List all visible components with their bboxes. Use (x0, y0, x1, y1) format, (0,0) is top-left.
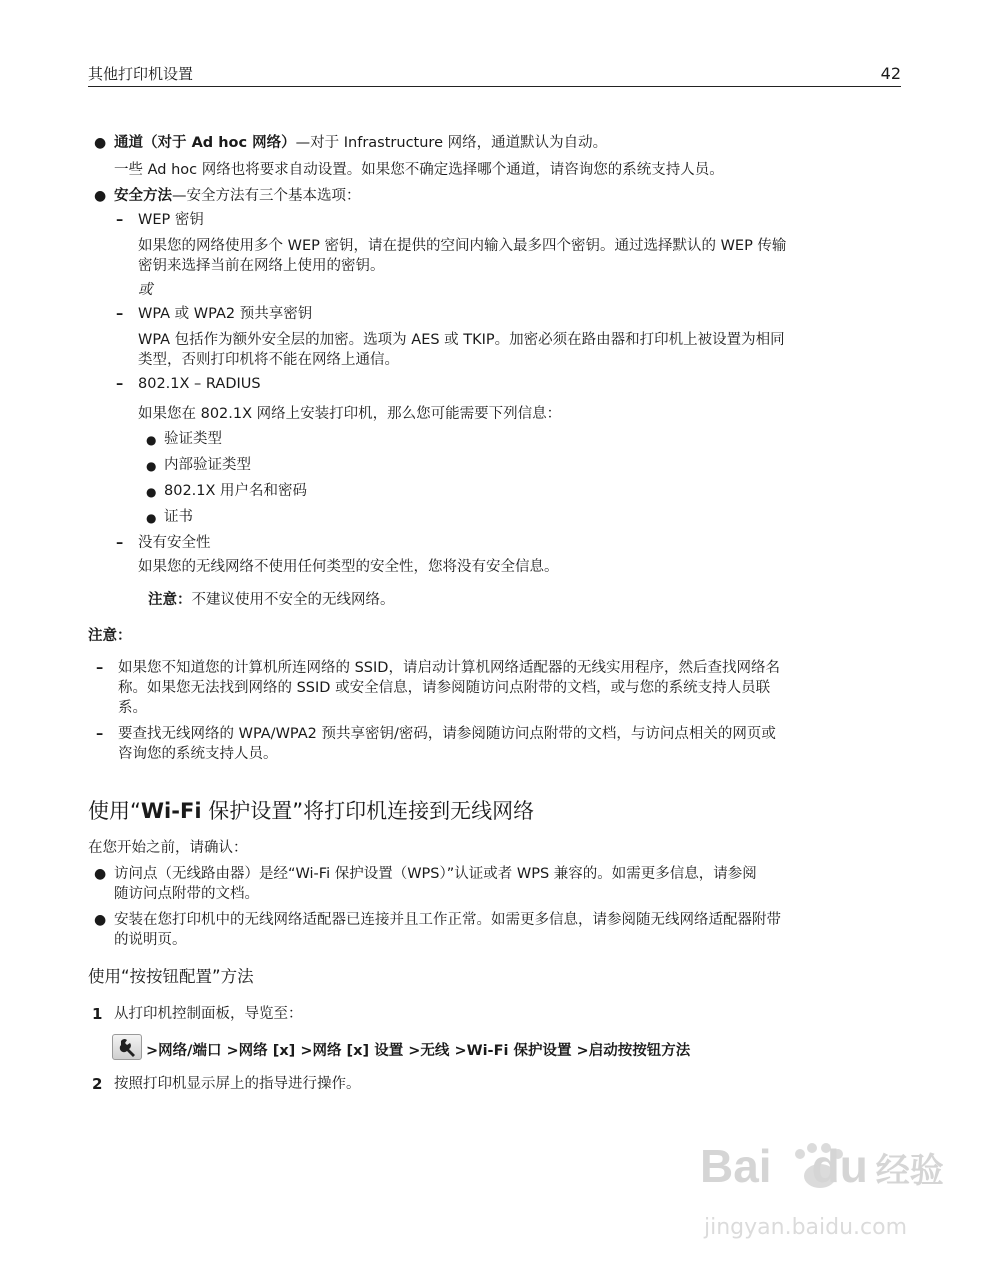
wps-heading (88, 797, 534, 825)
page-number: 42 (880, 64, 901, 83)
wps-heading-post: 保护设置”将打印机连接到无线网络 (201, 799, 535, 823)
channel-label-open: 通道（对于 (114, 135, 192, 151)
security-text: —安全方法有三个基本选项： (172, 188, 361, 204)
security-label: 安全方法 (114, 188, 172, 204)
wps-heading-bold: Wi‑Fi (140, 799, 202, 823)
note1-line1: 如果您不知道您的计算机所连网络的 SSID，请启动计算机网络适配器的无线实用程序，然后查找网络名 (118, 660, 780, 676)
wps-item1-line2: 随访问点附带的文档。 (114, 886, 259, 902)
radius-item-2: 内部验证类型 (164, 457, 251, 473)
step1-text: 从打印机控制面板，导览至： (114, 1006, 303, 1022)
bullet-icon: ● (146, 511, 157, 525)
radius-title: 802.1X – RADIUS (138, 376, 261, 392)
bullet-icon: ● (94, 188, 107, 204)
step-number: 2 (92, 1075, 103, 1093)
step-number: 1 (92, 1005, 103, 1023)
notes-label: 注意： (88, 628, 132, 644)
wpa-desc-line2: 类型，否则打印机将不能在网络上通信。 (138, 352, 399, 368)
dash-icon: – (116, 376, 124, 392)
step2-text: 按照打印机显示屏上的指导进行操作。 (114, 1076, 361, 1092)
security-note-label: 注意： (148, 592, 192, 608)
wps-item2-line1: 安装在您打印机中的无线网络适配器已连接并且工作正常。如需更多信息，请参阅随无线网络适配器附带 (114, 912, 781, 928)
bullet-icon: ● (146, 485, 157, 499)
dash-icon: – (116, 306, 124, 322)
radius-item-1: 验证类型 (164, 431, 222, 447)
none-desc: 如果您的无线网络不使用任何类型的安全性，您将没有安全信息。 (138, 559, 559, 575)
channel-label-close: 网络） (247, 135, 296, 151)
wep-desc-line2: 密钥来选择当前在网络上使用的密钥。 (138, 258, 385, 274)
push-button-heading: 使用“按按钮配置”方法 (88, 967, 254, 986)
note2-line1: 要查找无线网络的 WPA/WPA2 预共享密钥/密码，请参阅随访问点附带的文档，与访问点相关的网页或 (118, 726, 776, 742)
menu-path: >网络/端口 >网络 [x] >网络 [x] 设置 >无线 >Wi‑Fi 保护设置 >启动按按钮方法 (146, 1043, 691, 1059)
baidu-watermark (700, 1140, 944, 1260)
or-label: 或 (138, 282, 153, 298)
bullet-icon: ● (146, 459, 157, 473)
dash-icon: – (96, 660, 104, 676)
security-item (114, 186, 361, 206)
dash-icon: – (116, 212, 124, 228)
radius-item-3: 802.1X 用户名和密码 (164, 483, 308, 499)
bullet-icon: ● (94, 866, 107, 882)
wps-heading-pre: 使用“ (88, 799, 141, 823)
security-note (148, 590, 395, 610)
channel-item (114, 133, 607, 153)
note1-line3: 系。 (118, 700, 147, 716)
wep-desc-line1: 如果您的网络使用多个 WEP 密钥，请在提供的空间内输入最多四个密钥。通过选择默认的 WEP 传输 (138, 238, 787, 254)
radius-item-4: 证书 (164, 509, 193, 525)
watermark-url: jingyan.baidu.com (704, 1215, 908, 1240)
note1-line2: 称。如果您无法找到网络的 SSID 或安全信息，请参阅随访问点附带的文档，或与您的系统支持人员联 (118, 680, 771, 696)
none-title: 没有安全性 (138, 535, 211, 551)
bullet-icon: ● (94, 135, 107, 151)
wrench-icon (112, 1034, 142, 1060)
channel-note: 一些 Ad hoc 网络也将要求自动设置。如果您不确定选择哪个通道，请咨询您的系统支持人员。 (114, 162, 724, 178)
page-header (88, 62, 901, 87)
wps-intro: 在您开始之前，请确认： (88, 840, 248, 856)
wpa-title: WPA 或 WPA2 预共享密钥 (138, 306, 313, 322)
wps-item1-line1: 访问点（无线路由器）是经“Wi‑Fi 保护设置（WPS）”认证或者 WPS 兼容的。如需更多信息，请参阅 (114, 866, 757, 882)
channel-label-bold: Ad hoc (191, 135, 248, 151)
dash-icon: – (116, 535, 124, 551)
dash-icon: – (96, 726, 104, 742)
wpa-desc-line1: WPA 包括作为额外安全层的加密。选项为 AES 或 TKIP。加密必须在路由器和打印机上被设置为相同 (138, 332, 785, 348)
bullet-icon: ● (94, 912, 107, 928)
radius-intro: 如果您在 802.1X 网络上安装打印机，那么您可能需要下列信息： (138, 406, 562, 422)
wep-title: WEP 密钥 (138, 212, 204, 228)
channel-text: —对于 Infrastructure 网络，通道默认为自动。 (295, 135, 608, 151)
section-title: 其他打印机设置 (88, 65, 194, 83)
bullet-icon: ● (146, 433, 157, 447)
watermark-brand: Bai du 经验 (700, 1140, 944, 1192)
security-note-text: 不建议使用不安全的无线网络。 (191, 592, 395, 608)
note2-line2: 咨询您的系统支持人员。 (118, 746, 278, 762)
wps-item2-line2: 的说明页。 (114, 932, 187, 948)
